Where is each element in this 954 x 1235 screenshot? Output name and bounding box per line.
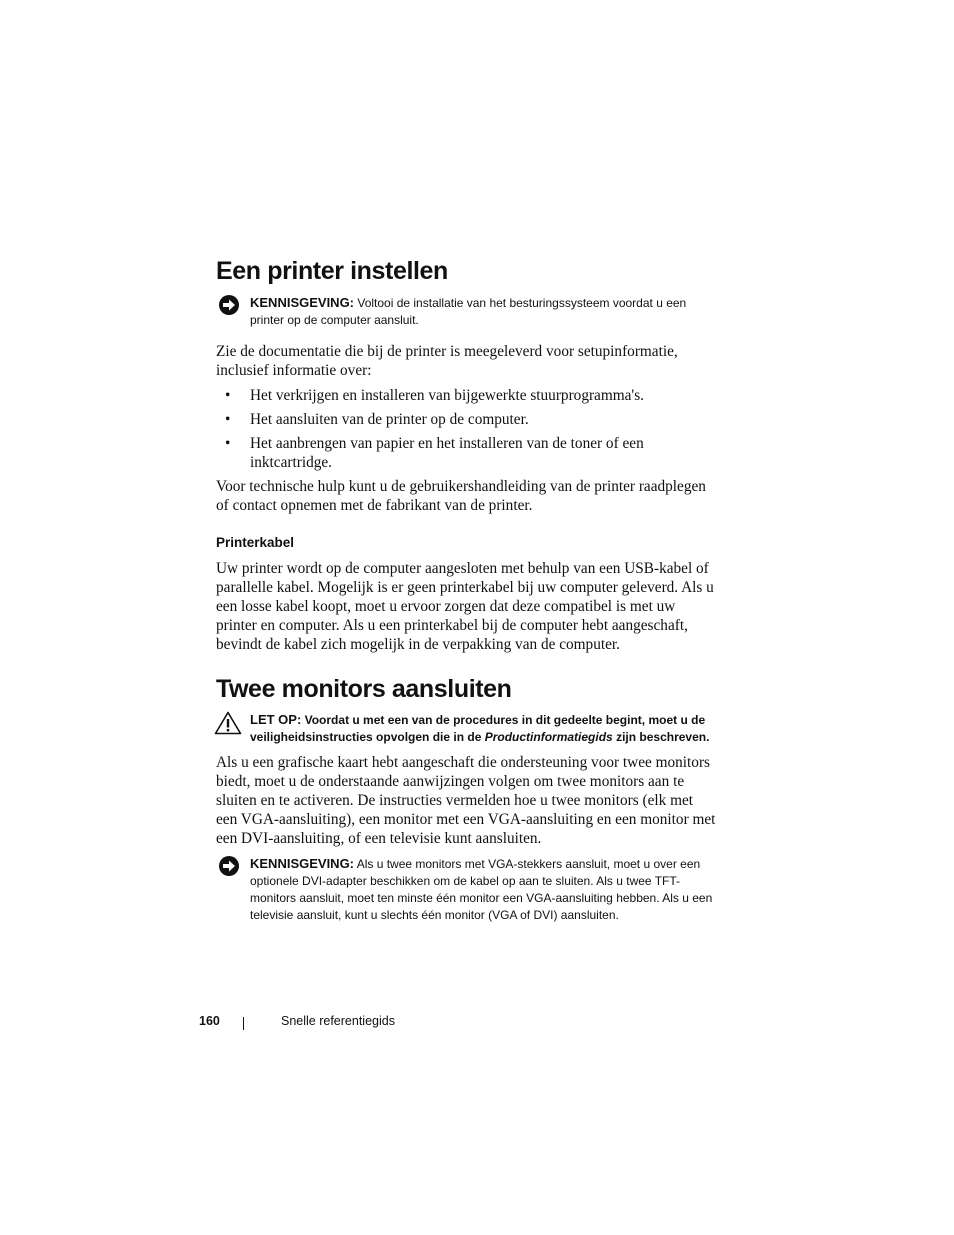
notice-monitors xyxy=(216,855,716,924)
list-item: • Het aansluiten van de printer op de computer. xyxy=(225,411,529,428)
help-paragraph: Voor technische hulp kunt u de gebruikershandleiding van de printer raadplegen of contact opnemen met de fabrikant van de printer. xyxy=(216,478,706,514)
section-heading-monitors: Twee monitors aansluiten xyxy=(216,675,512,703)
footer-divider xyxy=(243,1017,244,1030)
monitors-paragraph: Als u een grafische kaart hebt aangeschaft die ondersteuning voor twee monitors biedt, moet u de onderstaande aanwijzingen volgen om twee monitors aan te sluiten en te activeren. De instructies vermelden hoe u twee monitors (elk met een VGA-aansluiting), een monitor met een VGA-aansluiting en een monitor met een DVI-aansluiting, of een televisie kunt aansluiten. xyxy=(216,754,716,847)
bullet-icon: • xyxy=(225,435,231,452)
notice-label: KENNISGEVING: xyxy=(250,295,355,310)
notice-label: KENNISGEVING: xyxy=(250,856,355,871)
caution-guide-title: Productinformatiegids xyxy=(484,730,613,744)
list-item: • Het aanbrengen van papier en het installeren van de toner of een inktcartridge. xyxy=(225,435,644,471)
caution-label: LET OP: xyxy=(250,712,302,727)
caution-safety xyxy=(216,711,716,746)
intro-paragraph: Zie de documentatie die bij de printer is meegeleverd voor setupinformatie, inclusief informatie over: xyxy=(216,343,678,379)
footer-title: Snelle referentiegids xyxy=(281,1014,395,1028)
notice-arrow-icon xyxy=(218,294,240,321)
page-number: 160 xyxy=(199,1014,220,1028)
printer-cable-paragraph: Uw printer wordt op de computer aangesloten met behulp van een USB-kabel of parallelle kabel. Mogelijk is er geen printerkabel bij uw computer geleverd. Als u een losse kabel koopt, moet u ervoor zorgen dat deze compatibel is met uw printer en computer. Als u een printerkabel bij de computer hebt aangeschaft, bevindt de kabel zich mogelijk in de verpakking van de computer. xyxy=(216,560,714,653)
notice-text: Als u twee monitors met VGA-stekkers aansluit, moet u over een optionele DVI-adapter beschikken om de kabel op aan te sluiten. Als u twee TFT-monitors aansluit, moet ten minste één monitor een VGA-aansluiting hebben. Als u een televisie aansluit, kunt u slechts één monitor (VGA of DVI) aansluiten. xyxy=(250,857,713,922)
bullet-icon: • xyxy=(225,387,231,404)
page-content xyxy=(216,256,716,924)
section-heading-printer: Een printer instellen xyxy=(216,257,448,285)
subheading-printer-cable: Printerkabel xyxy=(216,535,295,550)
list-item: • Het verkrijgen en installeren van bijgewerkte stuurprogramma's. xyxy=(225,387,644,404)
notice-text: Voltooi de installatie van het besturingssysteem voordat u een printer op de computer aansluit. xyxy=(250,296,687,327)
caution-text-part-1: Voordat u met een van de procedures in dit gedeelte begint, moet u de veiligheidsinstructies opvolgen die in de xyxy=(250,713,706,744)
info-bullet-list xyxy=(216,386,716,472)
notice-installation xyxy=(216,294,716,329)
notice-arrow-icon xyxy=(218,855,240,882)
bullet-icon: • xyxy=(225,411,231,428)
caution-triangle-icon xyxy=(214,711,242,740)
caution-text-part-2: zijn beschreven. xyxy=(612,730,710,744)
